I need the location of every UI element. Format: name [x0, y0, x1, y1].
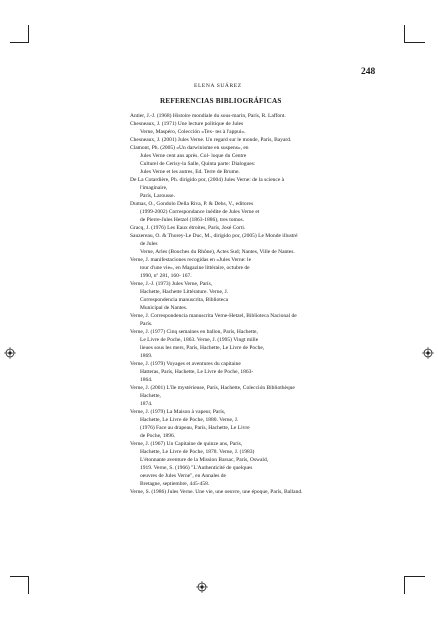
entry-line: tour d'une vie», en Magazine littéraire, octubre de [140, 265, 250, 271]
crop-mark [404, 576, 405, 594]
crop-mark [405, 576, 425, 577]
entry-line: Verne, J. manifestaciones recogidas en «Jules Verne: le [130, 257, 252, 263]
entry-line: Hatteras, París, Hachette, Le Livre de Poche, 1863- [140, 369, 254, 375]
entry-line: Jules Verne et les autres, Ed. Terre de Brume. [140, 169, 240, 175]
bibliography-entry [130, 408, 370, 440]
registration-mark-icon [422, 347, 434, 359]
running-head: ELENA SUÁREZ [194, 83, 242, 89]
entry-line: Verne, J. (1979) La Maison à vapeur, París, [130, 409, 226, 415]
bibliography-entry [130, 224, 370, 232]
crop-mark [28, 576, 29, 594]
entry-line: Gracq, J. (1976) Les Eaux étroites, París, José Corti. [130, 225, 246, 231]
crop-mark [10, 576, 28, 577]
crop-mark [404, 25, 405, 43]
entry-line: Municipal de Nantes. [140, 305, 188, 311]
bibliography-entry [130, 112, 370, 120]
entry-line: Correspondencia manuscrita, Biblioteca [140, 297, 229, 303]
bibliography-entry [130, 200, 370, 224]
bibliography-entry [130, 312, 370, 328]
entry-line: Verne, J. (1967) Un Capitaine de quinze ans, París, [130, 441, 243, 447]
entry-line: Culturel de Cerisy-la Salle, Quinta parte: Dialogues: [140, 161, 256, 167]
bibliography-entry [130, 176, 370, 200]
entry-line: 1874. [140, 401, 153, 407]
entry-line: 1919. Verne, S. (1966) "L'Authenticité de quelques [140, 465, 253, 471]
registration-mark-icon [4, 347, 16, 359]
crop-mark [28, 25, 29, 43]
entry-line: Verne, J. (1979) Voyages et aventures du capitaine [130, 361, 241, 367]
entry-line: de Jules [140, 241, 158, 247]
bibliography-entry [130, 360, 370, 384]
bibliography-entry [130, 384, 370, 408]
bibliography-entry [130, 440, 370, 488]
entry-line: Hachette, Le Livre de Poche, 1880. Verne, J. [140, 417, 239, 423]
entry-line: Verne, J.-J. (1973) Jules Verne, París, [130, 281, 213, 287]
entry-line: Le Livre de Poche, 1863. Verne, J. (1995) Vingt mille [140, 337, 259, 343]
bibliography-entry [130, 144, 370, 176]
bibliography-entry [130, 328, 370, 360]
entry-line: Chesneaux, J. (2001) Jules Verne. Un regard sur le monde, París, Bayard. [130, 137, 292, 143]
crop-mark [10, 42, 28, 43]
entry-line: Chesneaux, J. (1971) Une lecture politique de Jules [130, 121, 244, 127]
entry-line: Antier, J.-J. (1968) Histoire mondiale du sous-marin, París, R. Laffont. [130, 113, 286, 119]
entry-line: Verne, J. (2001) L'île mystérieuse, París, Hachette, Colección Bibliothèque [130, 385, 295, 391]
bibliography-entry [130, 256, 370, 280]
registration-mark-icon [196, 581, 208, 593]
entry-line: Hachette, Hachette Littérature. Verne, J. [140, 289, 229, 295]
entry-line: Sauzereau, O. & Thorey-Le Duc, M., dirigido por, (2005) Le Monde illustré [130, 233, 298, 239]
entry-line: oeuvres de Jules Verne", en Annales de [140, 473, 226, 479]
entry-line: l'imaginaire, [140, 185, 168, 191]
entry-line: (1999-2002) Correspondance inédite de Jules Verne et [140, 209, 260, 215]
entry-line: Verne, J. Correspondencia manuscrita Verne-Hetzel, Biblioteca Nacional de [130, 313, 297, 319]
page-number: 248 [361, 67, 376, 77]
entry-line: Hachette, Le Livre de Poche, 1878. Verne, J. (1983) [140, 449, 255, 455]
entry-line: L'étonnante aventure de la Mission Barsac, París, Oswald, [140, 457, 269, 463]
entry-line: Clamont, Ph. (2005) «Un darwinisme en suspens», en [130, 145, 249, 151]
bibliography-entry [130, 232, 370, 256]
entry-line: Dumas, O., Gondolo Della Riva, P. & Dehs, V., editores [130, 201, 254, 207]
bibliography-entry [130, 280, 370, 312]
entry-line: De La Cotardière, Ph. dirigido por, (2004) Jules Verne: de la science à [130, 177, 285, 183]
entry-line: Verne, Maspéro, Colección «Tex- tes à l'appui». [140, 129, 246, 135]
entry-line: París, Larousse. [140, 193, 175, 199]
entry-line: 1990, nº 281, 160- 167. [140, 273, 192, 279]
entry-line: Verne, S. (1986) Jules Verne. Une vie, une oeuvre, une époque, París, Balland. [130, 489, 303, 495]
entry-line: París. [140, 321, 153, 327]
bibliography-entry [130, 488, 370, 496]
entry-line: Jules Verne cent ans après. Col- loque du Centre [140, 153, 247, 159]
entry-line: Bretagne, septiembre, 445-458. [140, 481, 210, 487]
entry-line: Verne, Arles (Bouches du Rhône), Actes Sud; Nantes, Ville de Nantes. [140, 249, 295, 255]
bibliography-entry [130, 136, 370, 144]
bibliography-entry [130, 120, 370, 136]
entry-line: 1864. [140, 377, 153, 383]
entry-line: lieues sous les mers, París, Hachette, Le Livre de Poche, [140, 345, 265, 351]
entry-line: Verne, J. (1977) Cinq semaines en ballon, París, Hachette, [130, 329, 258, 335]
entry-line: de Pierre-Jules Hetzel (1863-1886), tres tomos. [140, 217, 245, 223]
crop-mark [405, 42, 425, 43]
section-title: REFERENCIAS BIBLIOGRÁFICAS [160, 97, 282, 105]
entry-line: (1976) Face au drapeau, París, Hachette, Le Livre [140, 425, 250, 431]
entry-line: 1869. [140, 353, 153, 359]
bibliography-list [130, 112, 370, 496]
entry-line: de Poche, 1896. [140, 433, 176, 439]
entry-line: Hachette, [140, 393, 161, 399]
